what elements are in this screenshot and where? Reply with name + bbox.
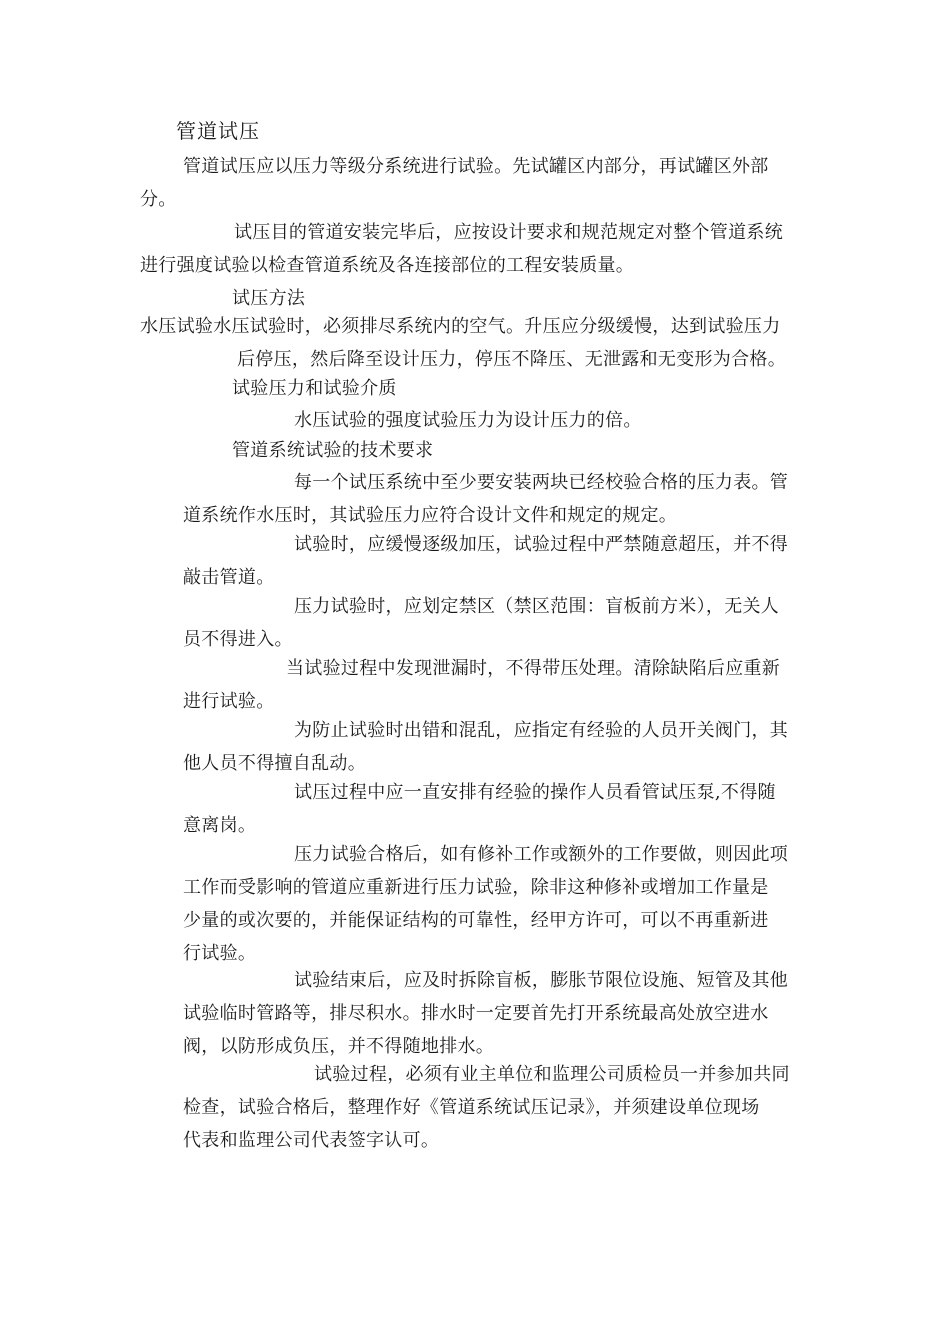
paragraph-hydro-test [140, 310, 786, 376]
requirement-item [183, 964, 788, 1063]
paragraph-line: 试验临时管路等，排尽积水。排水时一定要首先打开系统最高处放空进水 [183, 1003, 769, 1024]
paragraph-line: 压力试验时，应划定禁区（禁区范围：盲板前方米），无关人 [294, 596, 780, 617]
paragraph-line: 少量的或次要的，并能保证结构的可靠性，经甲方许可，可以不再重新进 [183, 910, 769, 931]
heading-method: 试压方法 [232, 288, 306, 309]
requirement-item [183, 590, 779, 656]
heading-tech-requirements: 管道系统试验的技术要求 [232, 440, 434, 461]
paragraph-line: 水压试验水压试验时，必须排尽系统内的空气。升压应分级缓慢，达到试验压力 [140, 316, 781, 337]
paragraph-intro [140, 150, 769, 216]
paragraph-line: 行试验。 [183, 943, 257, 964]
paragraph-line: 后停压，然后降至设计压力，停压不降压、无泄露和无变形为合格。 [237, 349, 786, 370]
paragraph-line: 每一个试压系统中至少要安装两块已经校验合格的压力表。管 [294, 472, 789, 493]
paragraph-line: 代表和监理公司代表签字认可。 [183, 1130, 440, 1151]
paragraph-line: 工作而受影响的管道应重新进行压力试验，除非这种修补或增加工作量是 [183, 877, 769, 898]
requirement-item [183, 652, 780, 718]
paragraph-line: 试验时，应缓慢逐级加压，试验过程中严禁随意超压，并不得 [294, 534, 789, 555]
paragraph-line: 检查，试验合格后，整理作好《管道系统试压记录》，并须建设单位现场 [183, 1097, 760, 1118]
paragraph-line: 为防止试验时出错和混乱，应指定有经验的人员开关阀门，其 [294, 720, 789, 741]
requirement-item [183, 714, 788, 780]
paragraph-purpose [140, 216, 783, 282]
paragraph-line: 进行强度试验以检查管道系统及各连接部位的工程安装质量。 [140, 255, 635, 276]
paragraph-line: 敲击管道。 [183, 567, 275, 588]
heading-pressure-medium: 试验压力和试验介质 [232, 378, 397, 399]
paragraph-line: 他人员不得擅自乱动。 [183, 753, 366, 774]
paragraph-line: 试验结束后，应及时拆除盲板，膨胀节限位设施、短管及其他 [294, 970, 789, 991]
paragraph-line: 阀，以防形成负压，并不得随地排水。 [183, 1036, 495, 1057]
paragraph-line: 当试验过程中发现泄漏时，不得带压处理。清除缺陷后应重新 [286, 658, 781, 679]
requirement-item [183, 466, 788, 532]
paragraph-line: 分。 [140, 189, 177, 210]
paragraph-line: 员不得进入。 [183, 629, 293, 650]
requirement-item [183, 528, 788, 594]
requirement-item [183, 838, 788, 970]
requirement-item [183, 776, 776, 842]
paragraph-line: 压力试验合格后，如有修补工作或额外的工作要做，则因此项 [294, 844, 789, 865]
paragraph-test-pressure: 水压试验的强度试验压力为设计压力的倍。 [294, 410, 642, 431]
paragraph-line: 试压过程中应一直安排有经验的操作人员看管试压泵,不得随 [294, 782, 776, 803]
paragraph-line: 管道试压应以压力等级分系统进行试验。先试罐区内部分，再试罐区外部 [183, 156, 769, 177]
paragraph-line: 道系统作水压时，其试验压力应符合设计文件和规定的规定。 [183, 505, 678, 526]
paragraph-line: 试验过程，必须有业主单位和监理公司质检员一并参加共同 [314, 1064, 790, 1085]
requirement-item [183, 1058, 790, 1157]
doc-title: 管道试压 [176, 119, 260, 143]
paragraph-line: 进行试验。 [183, 691, 275, 712]
paragraph-line: 试压目的管道安装完毕后，应按设计要求和规范规定对整个管道系统 [234, 222, 783, 243]
paragraph-line: 意离岗。 [183, 815, 257, 836]
